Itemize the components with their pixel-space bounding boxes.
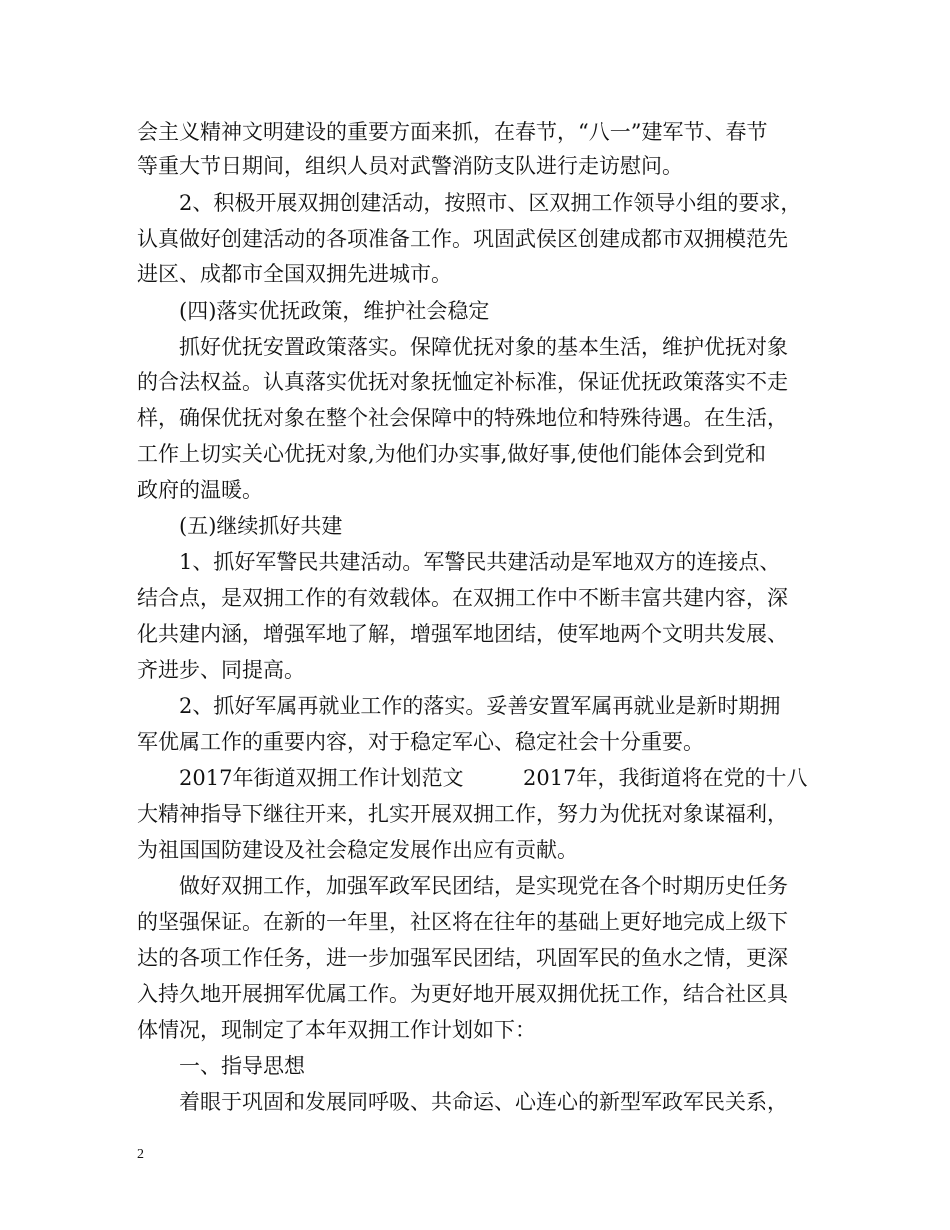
text-line: 的坚强保证。在新的一年里，社区将在往年的基础上更好地完成上级下 bbox=[137, 910, 788, 934]
text-line: 2、抓好军属再就业工作的落实。妥善安置军属再就业是新时期拥 bbox=[179, 694, 781, 718]
text-line: 抓好优抚安置政策落实。保障优抚对象的基本生活，维护优抚对象 bbox=[179, 335, 788, 359]
page-number: 2 bbox=[137, 1147, 144, 1162]
text-line: 进区、成都市全国双拥先进城市。 bbox=[137, 262, 452, 286]
text-line: 大精神指导下继往开来，扎实开展双拥工作，努力为优抚对象谋福利， bbox=[137, 802, 788, 826]
section-heading: 一、指导思想 bbox=[179, 1054, 305, 1078]
text-line: 样，确保优抚对象在整个社会保障中的特殊地位和特殊待遇。在生活， bbox=[137, 406, 788, 430]
section-heading: (五)继续抓好共建 bbox=[179, 514, 343, 538]
text-line: 会主义精神文明建设的重要方面来抓，在春节，“八一”建军节、春节 bbox=[137, 120, 768, 144]
text-line: 军优属工作的重要内容，对于稳定军心、稳定社会十分重要。 bbox=[137, 730, 704, 754]
text-line: 工作上切实关心优抚对象,为他们办实事,做好事,使他们能体会到党和 bbox=[137, 442, 767, 466]
text-line: 达的各项工作任务，进一步加强军民团结，巩固军民的鱼水之情，更深 bbox=[137, 946, 788, 970]
text-line: 政府的温暖。 bbox=[137, 478, 263, 502]
text-line: 的合法权益。认真落实优抚对象抚恤定补标准，保证优抚政策落实不走 bbox=[137, 370, 788, 394]
text-line: 齐进步、同提高。 bbox=[137, 658, 305, 682]
text-line: 结合点，是双拥工作的有效载体。在双拥工作中不断丰富共建内容，深 bbox=[137, 586, 788, 610]
text-line: 化共建内涵，增强军地了解，增强军地团结，使军地两个文明共发展、 bbox=[137, 622, 788, 646]
text-line: 做好双拥工作，加强军政军民团结，是实现党在各个时期历史任务 bbox=[179, 874, 788, 898]
text-line: 2、积极开展双拥创建活动，按照市、区双拥工作领导小组的要求， bbox=[179, 191, 802, 215]
section-heading: (四)落实优抚政策，维护社会稳定 bbox=[179, 299, 490, 323]
text-line: 等重大节日期间，组织人员对武警消防支队进行走访慰问。 bbox=[137, 154, 683, 178]
text-line: 1、抓好军警民共建活动。军警民共建活动是军地双方的连接点、 bbox=[179, 550, 781, 574]
text-line: 入持久地开展拥军优属工作。为更好地开展双拥优抚工作，结合社区具 bbox=[137, 982, 788, 1006]
text-line: 为祖国国防建设及社会稳定发展作出应有贡献。 bbox=[137, 838, 578, 862]
article-title: 2017年街道双拥工作计划范文 bbox=[179, 766, 464, 790]
text-line: 体情况，现制定了本年双拥工作计划如下： bbox=[137, 1018, 536, 1042]
text-line: 着眼于巩固和发展同呼吸、共命运、心连心的新型军政军民关系， bbox=[179, 1090, 788, 1114]
text-line: 认真做好创建活动的各项准备工作。巩固武侯区创建成都市双拥模范先 bbox=[137, 227, 788, 251]
text-line: 2017年，我街道将在党的十八 bbox=[523, 766, 808, 790]
